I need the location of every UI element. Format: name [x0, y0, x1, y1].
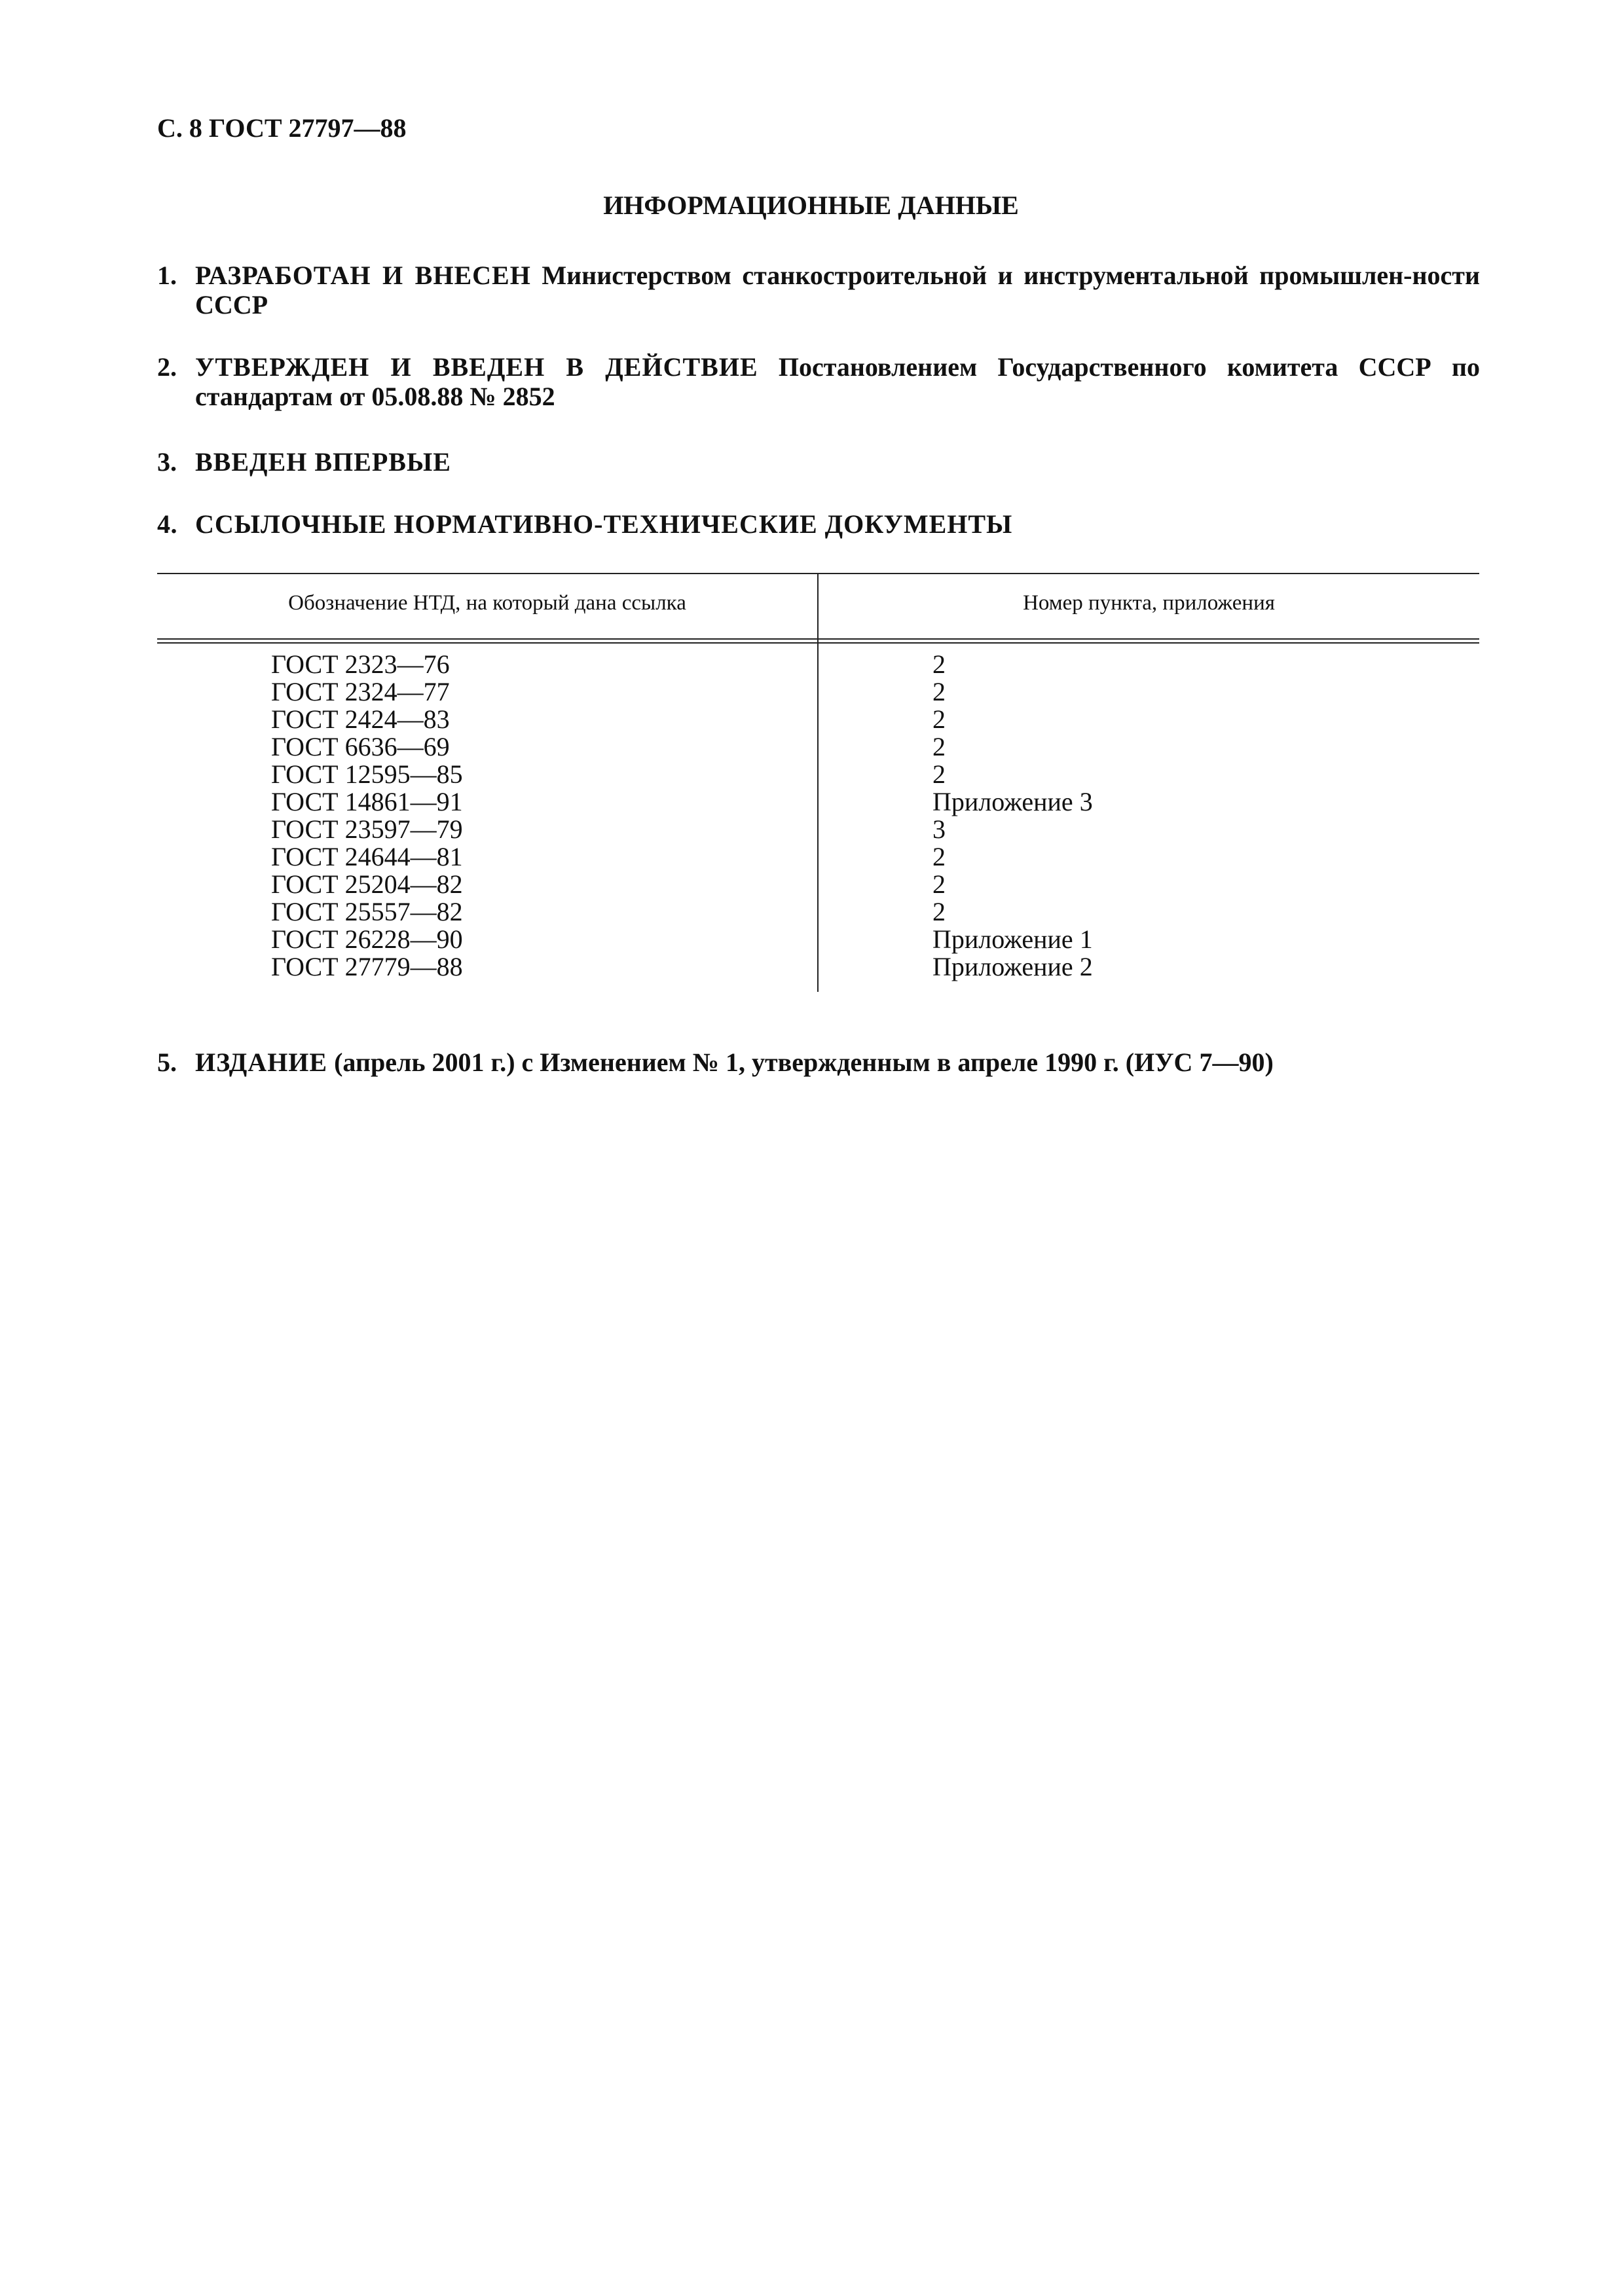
item-body: [157, 509, 1480, 539]
clause-cell: Приложение 3: [932, 787, 1093, 816]
item-lead: ССЫЛОЧНЫЕ НОРМАТИВНО-ТЕХНИЧЕСКИЕ ДОКУМЕНТЫ: [195, 509, 1013, 539]
item-lead: РАЗРАБОТАН И ВНЕСЕН: [195, 261, 531, 290]
item-body: [157, 352, 1480, 411]
document-cell: ГОСТ 2323—76: [271, 649, 450, 679]
table-row: [157, 843, 1479, 871]
item-text: Постановлением Государственного комитета СССР по стандартам от 05.08.88 № 2852: [195, 352, 1481, 411]
item-number: 1.: [157, 261, 177, 290]
item-lead: УТВЕРЖДЕН И ВВЕДЕН В ДЕЙСТВИЕ: [195, 352, 758, 382]
clause-cell: 2: [932, 842, 946, 871]
document-cell: ГОСТ 14861—91: [271, 787, 463, 816]
item-number: 5.: [157, 1048, 177, 1077]
table-body: [157, 651, 1479, 981]
clause-cell: 2: [932, 897, 946, 926]
info-item-reference-docs: [157, 509, 1480, 539]
item-body: [157, 447, 1480, 477]
document-cell: ГОСТ 23597—79: [271, 814, 463, 844]
item-lead: ВВЕДЕН ВПЕРВЫЕ: [195, 447, 451, 477]
item-number: 3.: [157, 447, 177, 477]
clause-cell: 2: [932, 869, 946, 899]
document-cell: ГОСТ 2324—77: [271, 677, 450, 706]
page-header: С. 8 ГОСТ 27797—88: [157, 113, 407, 143]
table-header-document: Обозначение НТД, на который дана ссылка: [288, 591, 686, 615]
document-cell: ГОСТ 26228—90: [271, 924, 463, 954]
table-row: [157, 678, 1479, 706]
table-row: [157, 651, 1479, 678]
clause-cell: 2: [932, 704, 946, 734]
item-body: [157, 261, 1480, 319]
table-row: [157, 706, 1479, 733]
table-row: [157, 816, 1479, 843]
table-header-clause: Номер пункта, приложения: [1023, 591, 1275, 615]
table-row: [157, 761, 1479, 788]
clause-cell: 2: [932, 677, 946, 706]
clause-cell: 2: [932, 759, 946, 789]
item-number: 2.: [157, 352, 177, 382]
clause-cell: Приложение 2: [932, 952, 1093, 981]
info-item-approved: [157, 352, 1480, 411]
document-cell: ГОСТ 6636—69: [271, 732, 450, 761]
info-item-first-introduced: [157, 447, 1480, 477]
section-title: ИНФОРМАЦИОННЫЕ ДАННЫЕ: [603, 191, 1019, 220]
table-row: [157, 898, 1479, 926]
table-row: [157, 733, 1479, 761]
item-number: 4.: [157, 509, 177, 539]
item-body: [157, 1048, 1480, 1077]
clause-cell: 3: [932, 814, 946, 844]
document-cell: ГОСТ 25557—82: [271, 897, 463, 926]
table-row: [157, 953, 1479, 981]
document-cell: ГОСТ 24644—81: [271, 842, 463, 871]
clause-cell: 2: [932, 649, 946, 679]
item-lead: ИЗДАНИЕ: [195, 1048, 328, 1077]
info-item-edition: [157, 1048, 1480, 1077]
item-text: (апрель 2001 г.) с Изменением № 1, утвержденным в апреле 1990 г. (ИУС 7—90): [334, 1048, 1274, 1077]
table-row: [157, 871, 1479, 898]
document-cell: ГОСТ 2424—83: [271, 704, 450, 734]
table-row: [157, 926, 1479, 953]
document-cell: ГОСТ 25204—82: [271, 869, 463, 899]
document-cell: ГОСТ 12595—85: [271, 759, 463, 789]
clause-cell: Приложение 1: [932, 924, 1093, 954]
item-text: Министерством станкостроительной и инструментальной промышлен-ности СССР: [195, 261, 1480, 319]
info-item-developed: [157, 261, 1480, 319]
clause-cell: 2: [932, 732, 946, 761]
reference-table: [157, 573, 1479, 992]
document-cell: ГОСТ 27779—88: [271, 952, 463, 981]
table-row: [157, 788, 1479, 816]
